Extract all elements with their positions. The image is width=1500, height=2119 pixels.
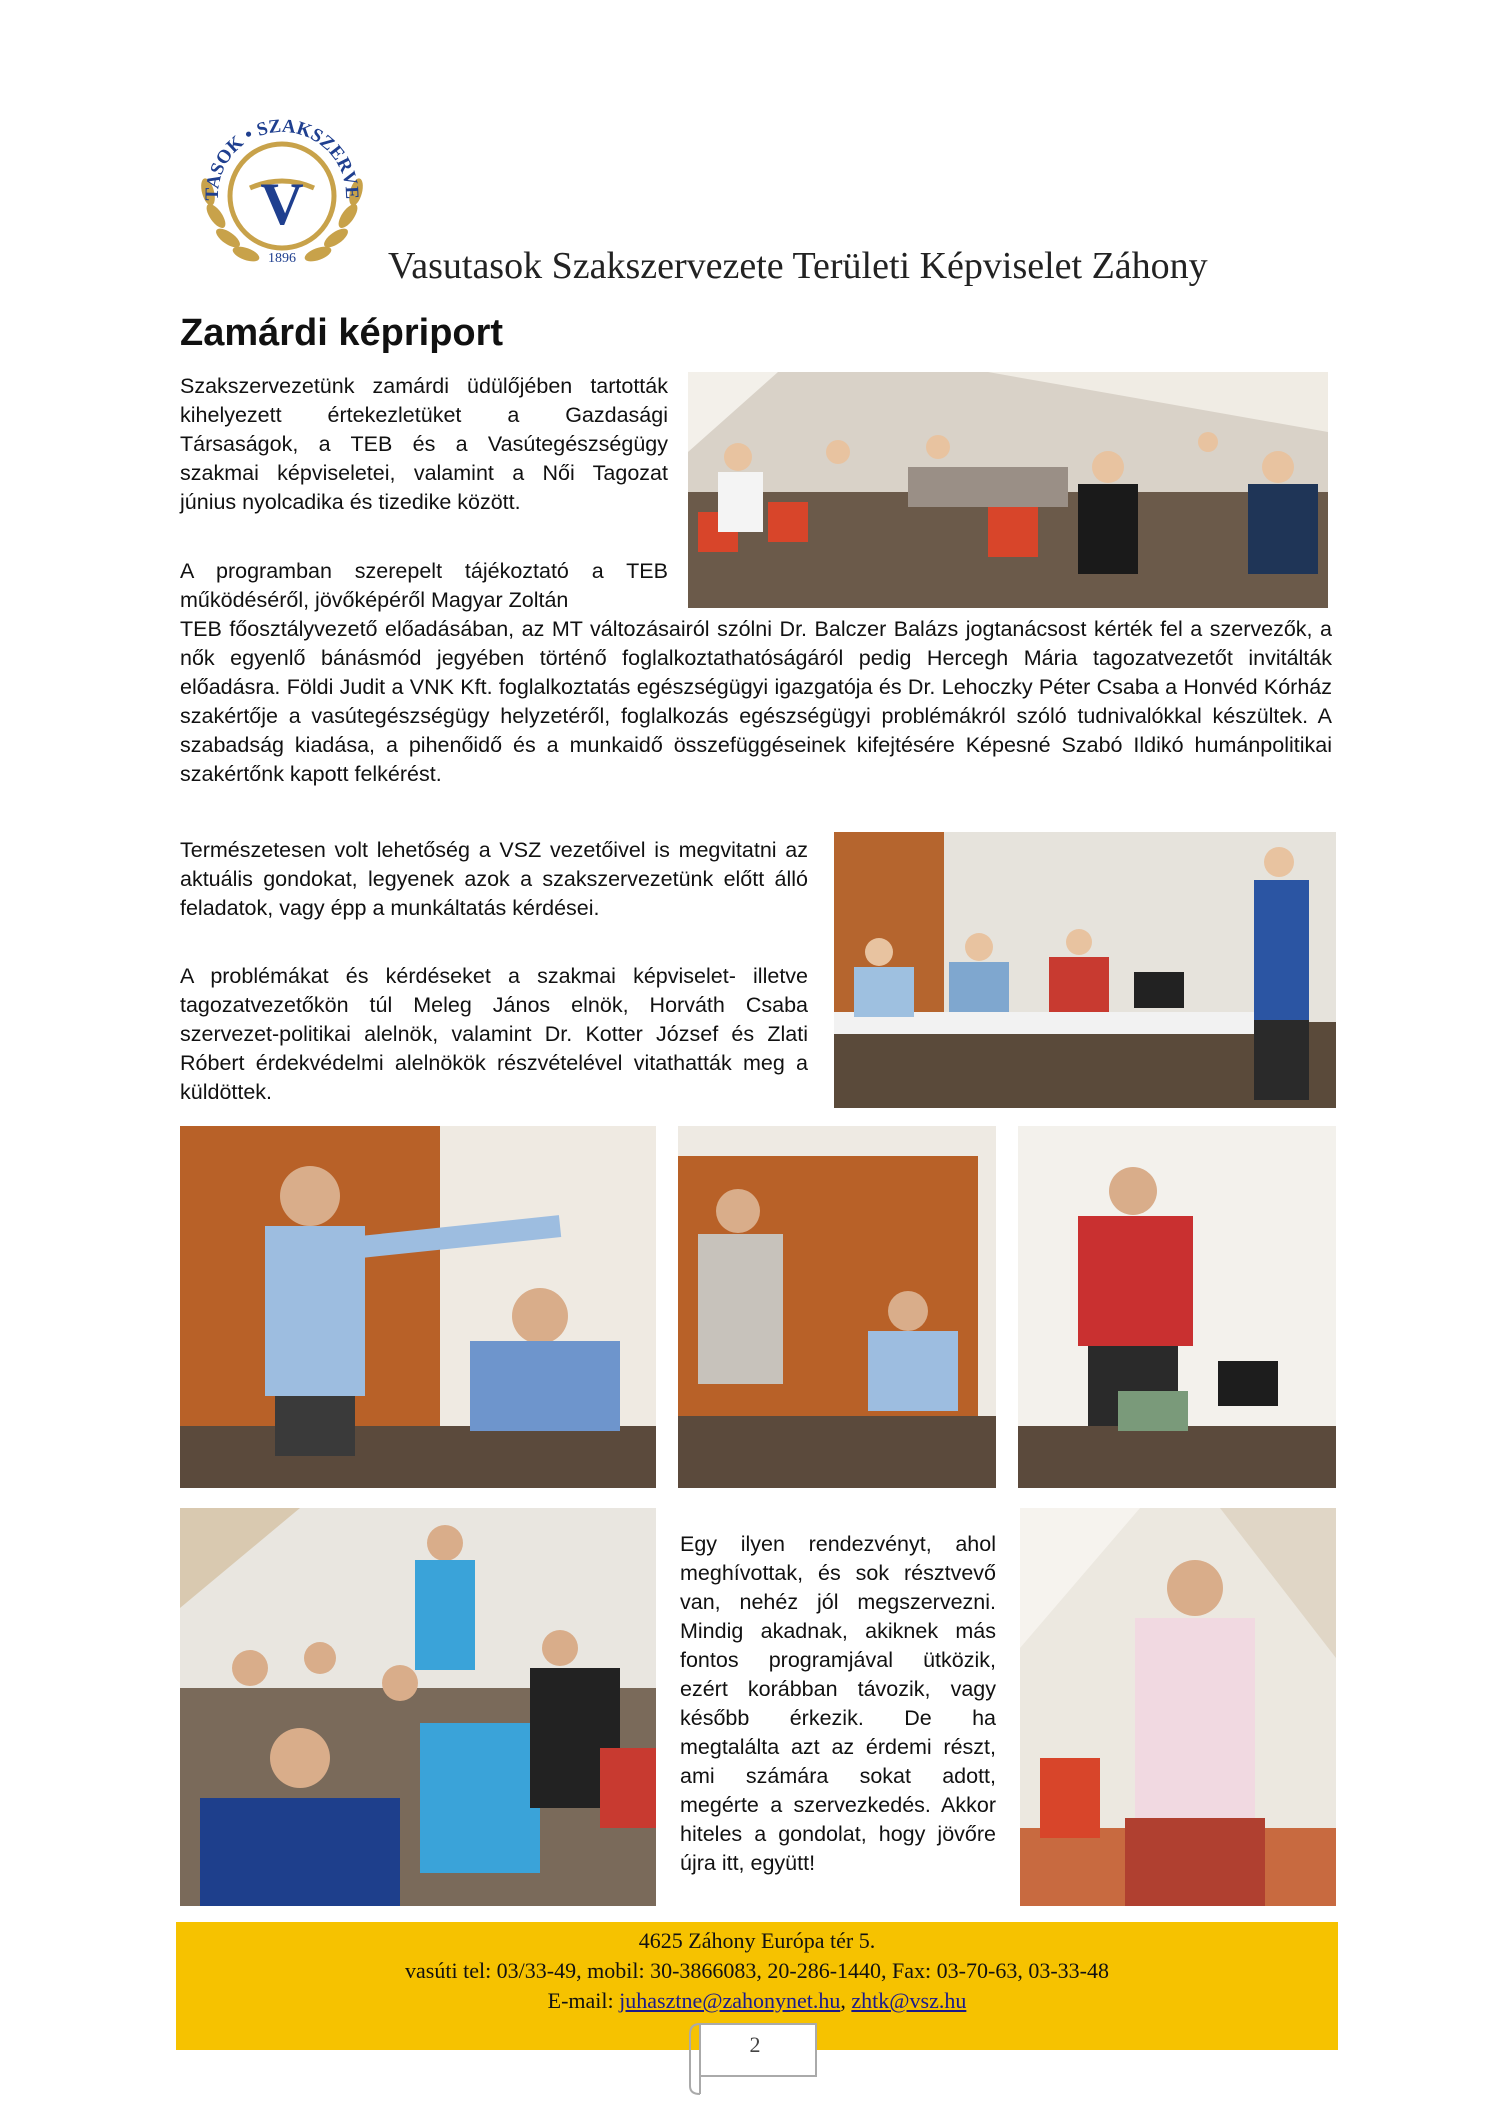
footer-phones: vasúti tel: 03/33-49, mobil: 30-3866083, 20-286-1440, Fax: 03-70-63, 03-33-48 — [405, 1958, 1109, 1983]
logo-year: 1896 — [268, 251, 296, 266]
paragraph-discussion: Természetesen volt lehetőség a VSZ vezetőivel is megvitatni az aktuális gondokat, legyenek azok a szakszervezetünk előtt álló feladatok, vagy épp a munkáltatás kérdései. — [180, 838, 808, 920]
footer-email-label: E-mail: — [547, 1988, 620, 2013]
union-logo — [188, 96, 376, 276]
logo-arc-text: TASOK • SZAKSZERVE — [201, 115, 363, 201]
photo-speaker-microphone — [1018, 1126, 1336, 1488]
paragraph-program-start: A programban szerepelt tájékoztató a TEB működéséről, jövőképéről Magyar Zoltán — [180, 559, 668, 612]
organization-title: Vasutasok Szakszervezete Területi Képviselet Záhony — [388, 245, 1208, 287]
footer-address: 4625 Záhony Európa tér 5. — [638, 1928, 876, 1953]
email-link-zhtk[interactable]: zhtk@vsz.hu — [851, 1988, 967, 2013]
footer-email-line — [176, 1988, 1338, 2014]
email-link-juhasztne[interactable]: juhasztne@zahonynet.hu — [619, 1988, 841, 2013]
photo-speaker-pointing — [180, 1126, 656, 1488]
article-title: Zamárdi képriport — [180, 312, 504, 354]
paragraph-closing: Egy ilyen rendezvényt, ahol meghívottak, és sok résztvevő van, nehéz jól megszervezni. Mindig akadnak, akiknek más fontos programjával ütközik, ezért korábban távozik, vagy később érkezik. De ha megtalálta azt az érdemi részt, ami számára sokat adott, megérte a szervezkedés. Akkor hiteles a gondolat, hogy jövőre újra itt, együtt! — [680, 1532, 996, 1875]
footer-email-separator: , — [840, 1988, 852, 2013]
page-number: 2 — [749, 2032, 761, 2057]
photo-panel-table — [834, 832, 1336, 1108]
photo-audience — [688, 372, 1328, 608]
photo-woman-speaker — [1020, 1508, 1336, 1906]
paragraph-program: TEB főosztályvezető előadásában, az MT változásairól szólni Dr. Balczer Balázs jogtanácsost kérték fel a szervezők, a nők egyenlő bánásmód jegyében történő foglalkoztathatóságáról pedig Hercegh Mária tagozatvezetőt invitálták előadásra. Földi Judit a VNK Kft. foglalkoztatás egészségügyi igazgatója és Dr. Lehoczky Péter Csaba a Honvéd Kórház szakértője a vasútegészségügy helyzetéről, foglalkozás egészségügyi problémákról szóló tudnivalókkal készültek. A szabadság kiadása, a pihenőidő és a munkaidő összefüggéseinek kifejtésére Képesné Szabó Ildikó humánpolitikai szakértőnk kapott felkérést. — [180, 617, 1332, 786]
photo-speaker-gesturing — [678, 1126, 996, 1488]
paragraph-participants: A problémákat és kérdéseket a szakmai képviselet- illetve tagozatvezetőkön túl Meleg János elnök, Horváth Csaba szervezet-politikai alelnök, valamint Dr. Kotter József és Zlati Róbert érdekvédelmi alelnökök részvételével vitathatták meg a küldöttek. — [180, 964, 808, 1104]
paragraph-intro: Szakszervezetünk zamárdi üdülőjében tartották kihelyezett értekezletüket a Gazdasági Társaságok, a TEB és a Vasútegészségügy szakmai képviseletei, valamint a Női Tagozat június nyolcadika és tizedike között. — [180, 374, 668, 514]
logo-letter: V — [260, 171, 304, 237]
photo-audience-standing — [180, 1508, 656, 1906]
